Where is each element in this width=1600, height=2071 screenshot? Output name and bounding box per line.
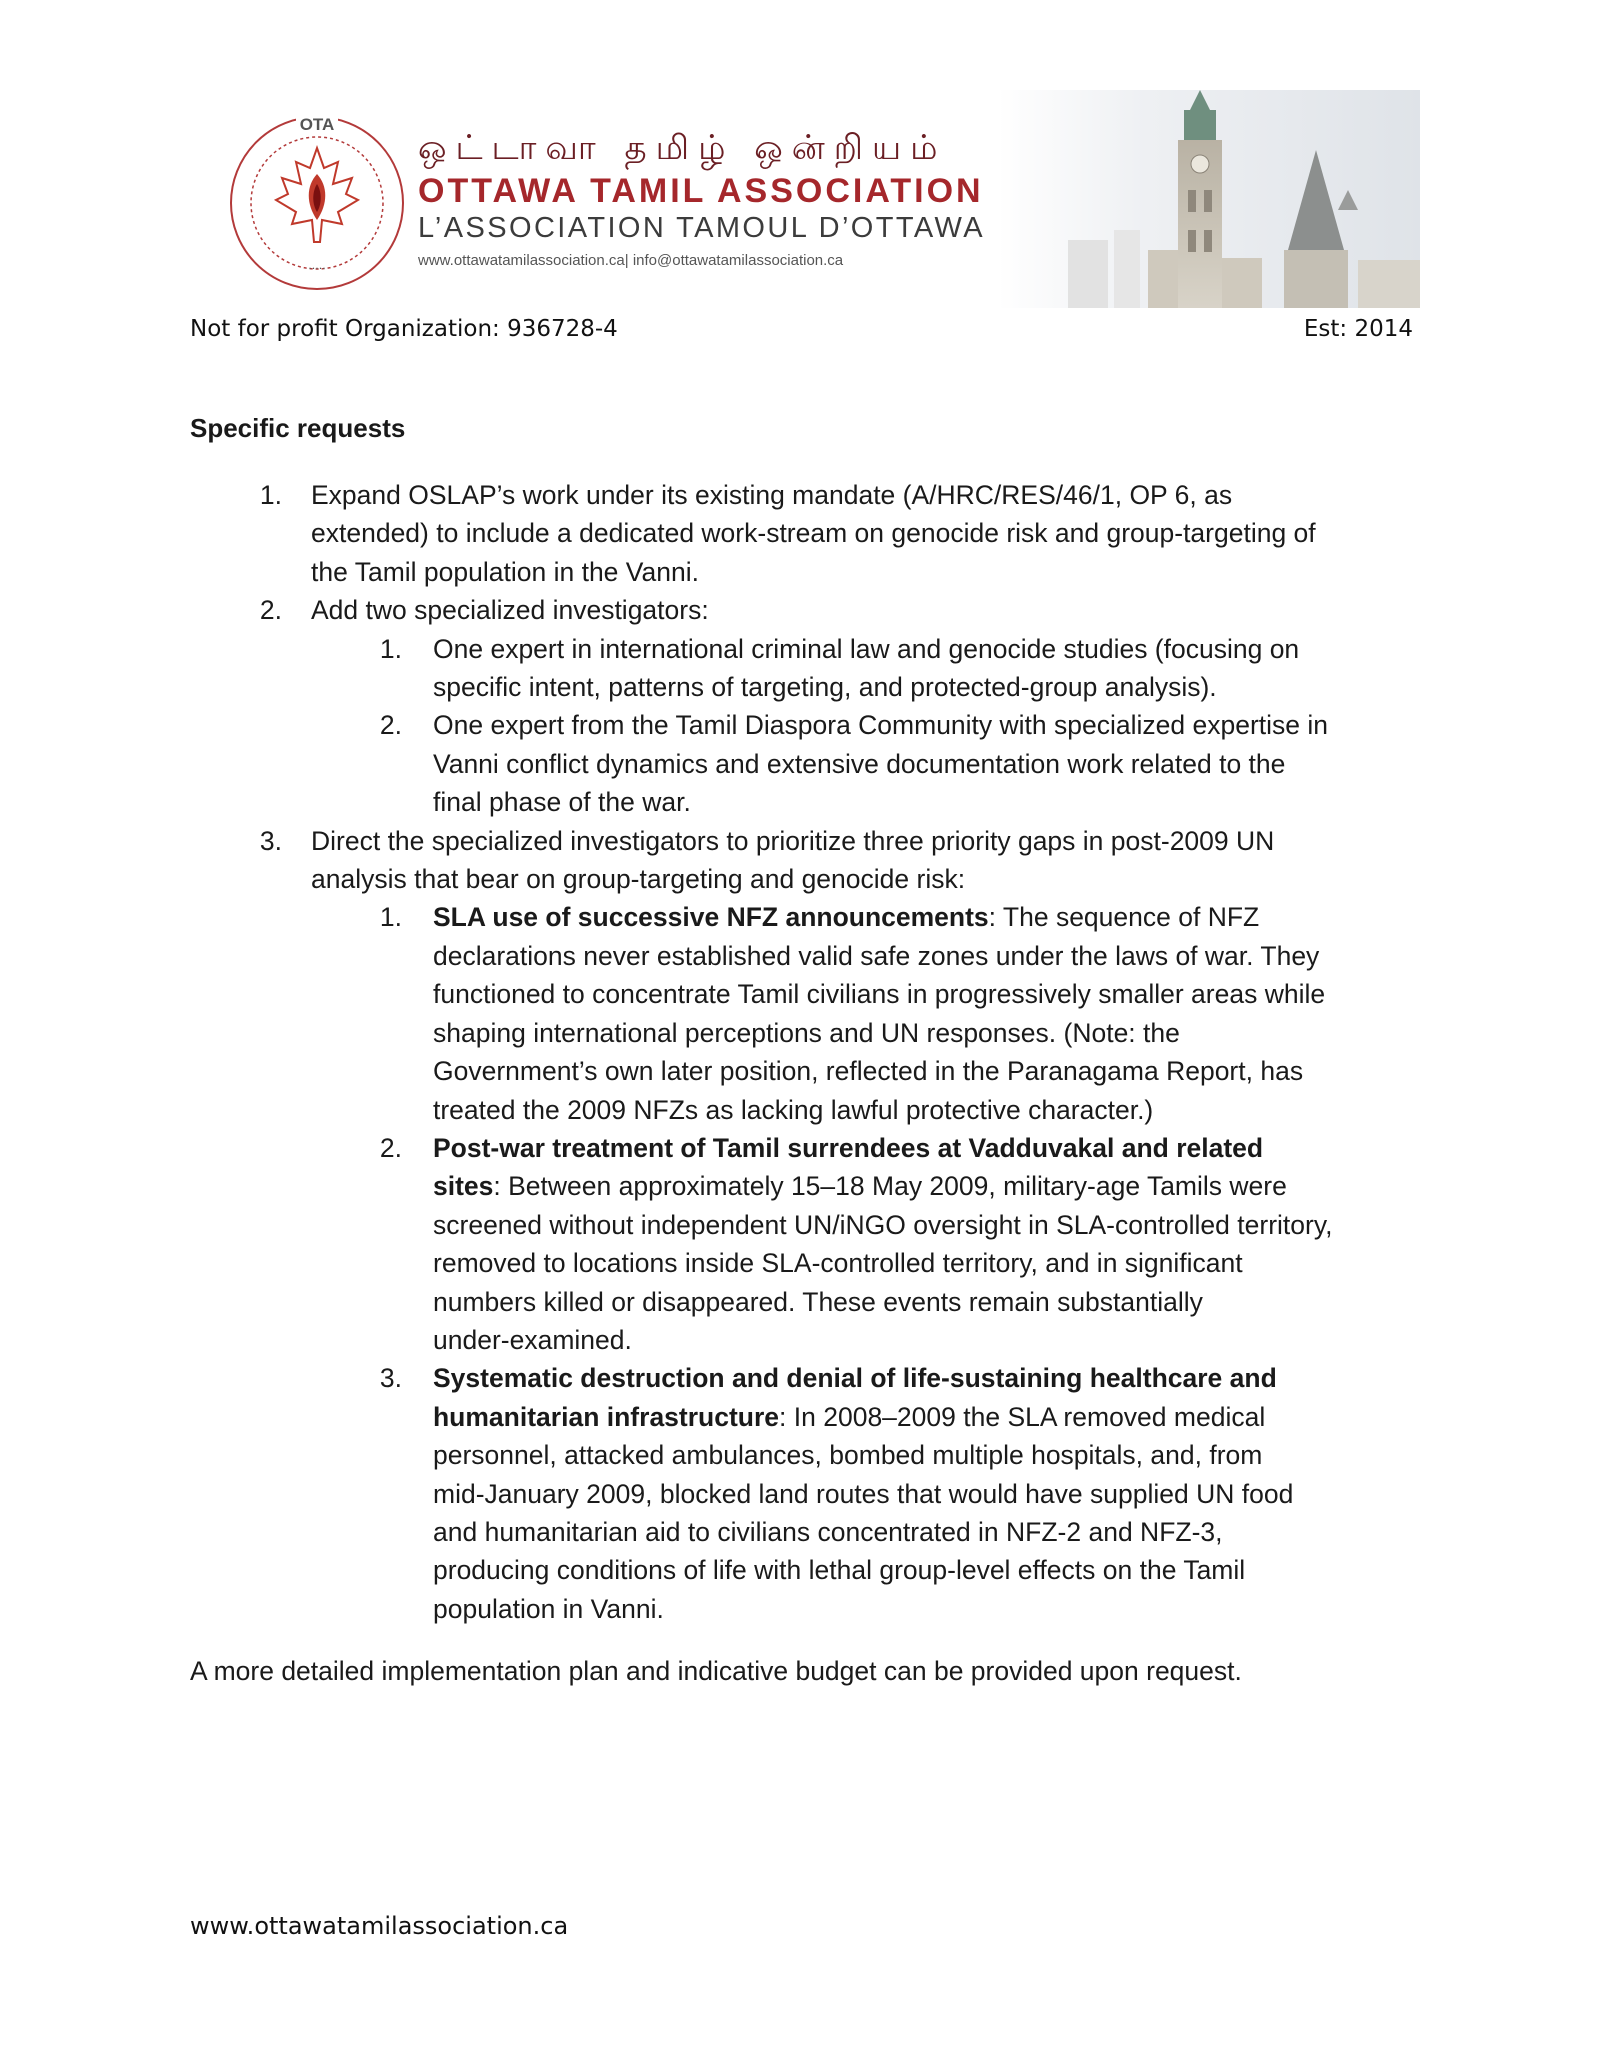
list-line: : In 2008–2009 the SLA removed medical: [779, 1401, 1266, 1432]
list-line: Add two specialized investigators:: [311, 595, 709, 626]
sub-list-item: [190, 706, 1420, 821]
list-line: One expert in international criminal law and genocide studies (focusing on: [433, 633, 1300, 664]
registration-number: Not for profit Organization: 936728-4: [190, 316, 618, 342]
list-number: 2.: [379, 710, 402, 741]
list-line: population in Vanni.: [433, 1593, 664, 1624]
list-line: Expand OSLAP’s work under its existing mandate (A/HRC/RES/46/1, OP 6, as: [311, 480, 1233, 510]
seal-text: OTA: [299, 115, 335, 134]
bold-heading: Systematic destruction and denial of life-sustaining healthcare and: [433, 1363, 1277, 1394]
letterhead: [210, 90, 1420, 308]
sub-list-item: [190, 1129, 1420, 1359]
closing-statement: A more detailed implementation plan and indicative budget can be provided upon request.: [190, 1656, 1242, 1687]
list-number: 3.: [259, 825, 282, 856]
established-year: Est: 2014: [1303, 316, 1413, 342]
list-line: and humanitarian aid to civilians concentrated in NFZ-2 and NFZ-3,: [433, 1516, 1223, 1547]
bold-heading: Post-war treatment of Tamil surrendees at Vadduvakal and related: [433, 1132, 1264, 1163]
sub-list-item: [190, 630, 1420, 707]
list-line: producing conditions of life with lethal group-level effects on the Tamil: [433, 1555, 1246, 1586]
list-line: Direct the specialized investigators to prioritize three priority gaps in post-2009 UN: [311, 825, 1275, 856]
list-line: under-examined.: [433, 1324, 632, 1355]
org-name-tamil: ஒட்டாவா தமிழ் ஒன்றியம்: [418, 128, 947, 168]
document-body: [190, 410, 1420, 1691]
maple-leaf-icon: [226, 112, 408, 294]
parliament-skyline-image: [998, 90, 1420, 308]
list-line: the Tamil population in the Vanni.: [311, 556, 699, 587]
bold-heading: SLA use of successive NFZ announcements: [433, 902, 989, 933]
bold-heading: sites: [433, 1171, 494, 1202]
list-line: numbers killed or disappeared. These events remain substantially: [433, 1286, 1203, 1317]
list-line: extended) to include a dedicated work-stream on genocide risk and group-targeting of: [311, 518, 1316, 549]
list-line: treated the 2009 NFZs as lacking lawful protective character.): [433, 1094, 1154, 1125]
list-item: [190, 822, 1420, 899]
list-line: Government’s own later position, reflected in the Paranagama Report, has: [433, 1056, 1304, 1087]
list-line: screened without independent UN/iNGO oversight in SLA-controlled territory,: [433, 1209, 1333, 1240]
sub-list-item: [190, 1359, 1420, 1628]
list-line: shaping international perceptions and UN responses. (Note: the: [433, 1017, 1180, 1048]
svg-text:·····: ·····: [308, 262, 326, 275]
bold-heading: humanitarian infrastructure: [433, 1401, 780, 1432]
list-line: personnel, attacked ambulances, bombed multiple hospitals, and, from: [433, 1440, 1263, 1471]
org-name-french: L’ASSOCIATION TAMOUL D’OTTAWA: [418, 212, 985, 244]
list-item: [190, 476, 1420, 591]
list-line: One expert from the Tamil Diaspora Community with specialized expertise in: [433, 710, 1328, 741]
footer-website: www.ottawatamilassociation.ca: [190, 1912, 569, 1940]
list-number: 1.: [379, 633, 402, 664]
list-number: 3.: [379, 1363, 402, 1394]
parliament-building-icon: [998, 90, 1420, 308]
list-line: mid-January 2009, blocked land routes that would have supplied UN food: [433, 1478, 1294, 1509]
list-line: Vanni conflict dynamics and extensive documentation work related to the: [433, 748, 1286, 779]
list-number: 1.: [259, 480, 282, 510]
list-line: specific intent, patterns of targeting, and protected-group analysis).: [433, 672, 1217, 703]
list-line: analysis that bear on group-targeting and genocide risk:: [311, 864, 966, 895]
list-line: removed to locations inside SLA-controlled territory, and in significant: [433, 1248, 1243, 1279]
sub-list-item: [190, 898, 1420, 1128]
list-line: functioned to concentrate Tamil civilians in progressively smaller areas while: [433, 979, 1326, 1010]
org-name-english: OTTAWA TAMIL ASSOCIATION: [418, 172, 984, 210]
list-line: final phase of the war.: [433, 787, 691, 818]
list-line: : Between approximately 15–18 May 2009, military-age Tamils were: [493, 1171, 1287, 1202]
org-contact: www.ottawatamilassociation.ca| info@ottawatamilassociation.ca: [418, 252, 844, 269]
list-line: declarations never established valid safe zones under the laws of war. They: [433, 940, 1320, 971]
list-item: [190, 591, 1420, 629]
list-number: 2.: [259, 595, 282, 626]
list-line: : The sequence of NFZ: [988, 902, 1260, 933]
ota-seal-logo: [226, 112, 408, 294]
list-number: 2.: [379, 1132, 402, 1163]
section-title: Specific requests: [190, 413, 406, 443]
list-number: 1.: [379, 902, 402, 933]
requests-list: [190, 476, 1420, 1628]
